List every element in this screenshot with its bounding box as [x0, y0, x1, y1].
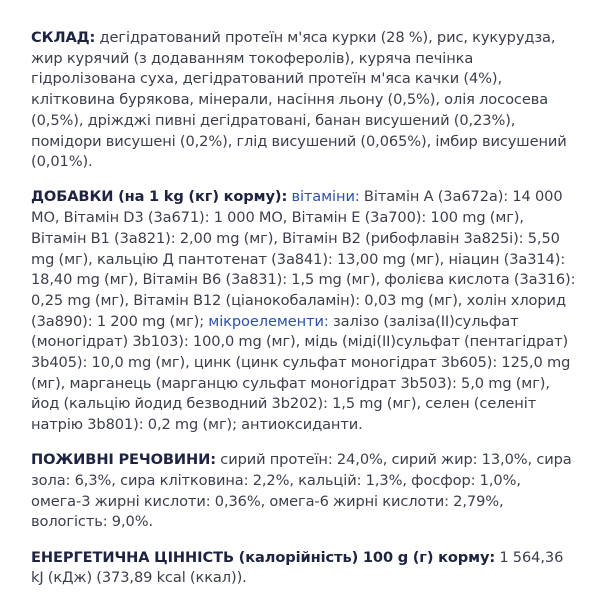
nutrients-text: сирий протеїн: 24,0%, сирий жир: 13,0%, сира зола: 6,3%, сира клітковина: 2,2%, кальцій: 1,3%, фосфор: 1,0%, омега-3 жирні кислоти: 0,36%, омега-6 жирні кислоти: 2,79%, вологість: 9,0%.: [31, 451, 572, 531]
energy-section: [31, 548, 576, 589]
vitamins-text: Вітамін А (3а672а): 14 000 МО, Вітамін D3 (3а671): 1 000 МО, Вітамін Е (3а700): 100 mg (мг), Вітамін В1 (3а821): 2,00 mg (мг), Вітамін В2 (рибофлавін 3а825і): 5,50 mg (мг), кальцію Д пантотенат (3а841): 13,00 mg (мг), ніацин (3а314): 18,40 mg (мг), Вітамін В6 (3а831): 1,5 mg (мг), фолієва кислота (3а316): 0,25 mg (мг), Вітамін В12 (ціанокобаламін): 0,03 mg (мг), холін хлорид (3а890): 1 200 mg (мг);: [31, 188, 576, 330]
vitamins-label: вітаміни:: [291, 188, 360, 206]
composition-section: [31, 28, 576, 173]
energy-title: ЕНЕРГЕТИЧНА ЦІННІСТЬ (калорійність) 100 g (г) корму:: [31, 548, 496, 566]
nutrients-title: ПОЖИВНІ РЕЧОВИНИ:: [31, 451, 217, 469]
composition-title: СКЛАД:: [31, 29, 96, 46]
energy-text: 1 564,36 kJ (кДж) (373,89 kcal (ккал)).: [31, 548, 564, 587]
microelements-text: залізо (заліза(ІІ)сульфат (моногідрат) 3b103): 100,0 mg (мг), мідь (міді(ІІ)сульфат (пентагідрат) 3b405): 10,0 mg (мг), цинк (цинк сульфат моногідрат 3b605): 125,0 mg (мг), марганець (марганцю сульфат моногідрат 3b503): 5,0 mg (мг), йод (кальцію йодид безводний 3b202): 1,5 mg (мг), селен (селеніт натрію 3b801): 0,2 mg (мг); антиоксиданти.: [31, 312, 571, 434]
additives-title: ДОБАВКИ (на 1 kg (кг) корму):: [31, 188, 288, 206]
microelements-label: мікроелементи:: [208, 312, 329, 330]
additives-section: [31, 187, 576, 435]
composition-text: дегідратований протеїн м'яса курки (28 %), рис, кукурудза, жир курячий (з додаванням токоферолів), куряча печінка гідролізована суха, дегідратований протеїн м'яса качки (4%), клітковина бурякова, мінерали, насіння льону (0,5%), олія лососева (0,5%), дріжджі пивні дегідратовані, банан висушений (0,23%), помідори висушені (0,2%), глід висушений (0,065%), імбир висушений (0,01%).: [31, 29, 567, 171]
nutrients-section: [31, 450, 576, 533]
